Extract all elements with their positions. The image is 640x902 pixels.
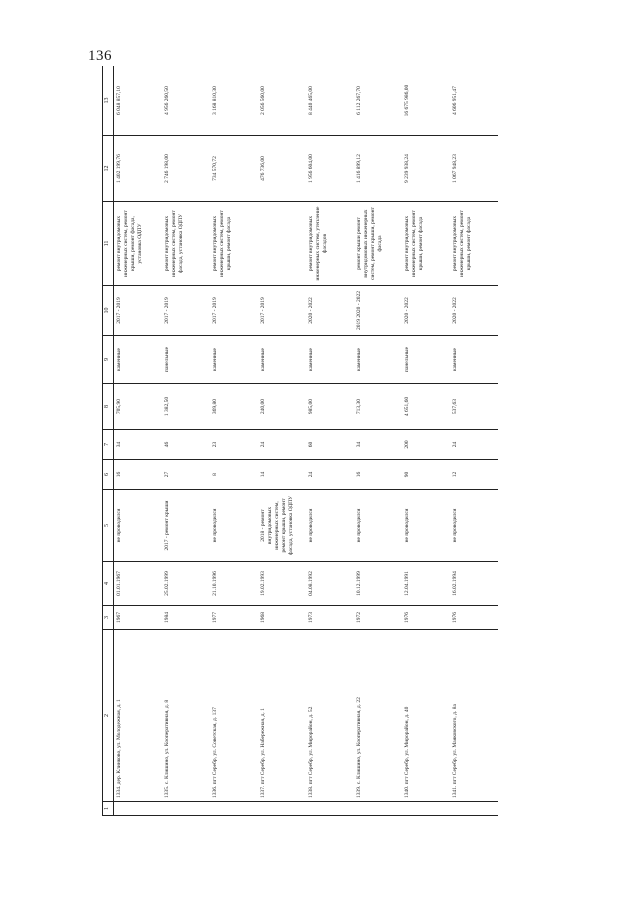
col12-cell: 1 402 199,76	[114, 136, 163, 202]
date-cell: 25.02.1999	[162, 562, 210, 606]
col7-cell: 46	[162, 430, 210, 460]
year-cell: 1976	[402, 606, 450, 630]
col13-cell: 16 675 986,00	[402, 66, 450, 136]
previous-repair-cell: 2018 - ремонт внутридомовых инженерных систем, ремонт крыши, ремонт фасада, установка ОДПУ	[258, 490, 306, 562]
wall-material-cell: каменные	[354, 336, 402, 384]
address-cell: 1336. пгт Серебр, ул. Советская, д. 137	[210, 630, 258, 802]
planned-works-cell: ремонт внутридомовых инженерных систем, ремонт фасада, установка ОДПУ	[162, 202, 210, 286]
table-row	[114, 66, 163, 816]
address-cell: 1334. дер. Клинково, ул. Молодежная, д. 1	[114, 630, 163, 802]
date-cell: 12.04.1991	[402, 562, 450, 606]
col13-cell: 3 168 810,30	[210, 66, 258, 136]
period-cell: 2017 - 2019	[258, 286, 306, 336]
address-cell: 1337. пгт Серебр, ул. Набережная, д. 1	[258, 630, 306, 802]
previous-repair-cell: не проводился	[114, 490, 163, 562]
col13-cell: 4 606 951,47	[450, 66, 498, 136]
previous-repair-cell: не проводился	[210, 490, 258, 562]
table-row	[162, 66, 210, 816]
housing-repair-table	[102, 66, 498, 816]
period-cell: 2017 - 2019	[162, 286, 210, 336]
wall-material-cell: панельные	[162, 336, 210, 384]
address-cell: 1340. пгт Серебр, ул. Мирорайон, д. 40	[402, 630, 450, 802]
rotated-table-container	[102, 66, 532, 816]
previous-repair-cell: не проводился	[354, 490, 402, 562]
planned-works-cell: ремонт крыши ремонт внутридомовых инженерных систем, ремонт крыши, ремонт фасада	[354, 202, 402, 286]
col6-cell: 27	[162, 460, 210, 490]
table-row	[402, 66, 450, 816]
area-cell: 985,00	[306, 384, 354, 430]
row-index-cell	[402, 802, 450, 816]
planned-works-cell: ремонт внутридомовых инженерных систем, ремонт крыши, ремонт фасада	[210, 202, 258, 286]
period-cell: 2017 - 2019	[210, 286, 258, 336]
col12-cell: 1 416 899,12	[354, 136, 402, 202]
previous-repair-cell: 2017 - ремонт крыши	[162, 490, 210, 562]
col7-cell: 24	[450, 430, 498, 460]
column-header: 8	[103, 384, 114, 430]
year-cell: 1973	[306, 606, 354, 630]
row-index-cell	[258, 802, 306, 816]
period-cell: 2020 - 2022	[450, 286, 498, 336]
col6-cell: 16	[354, 460, 402, 490]
col7-cell: 23	[210, 430, 258, 460]
area-cell: 240,00	[258, 384, 306, 430]
col12-cell: 2 746 198,00	[162, 136, 210, 202]
col6-cell: 24	[306, 460, 354, 490]
date-cell: 04.08.1992	[306, 562, 354, 606]
col12-cell: 734 570,72	[210, 136, 258, 202]
col7-cell: 60	[306, 430, 354, 460]
table-row	[210, 66, 258, 816]
column-header: 5	[103, 490, 114, 562]
column-header: 2	[103, 630, 114, 802]
previous-repair-cell: не проводился	[450, 490, 498, 562]
col7-cell: 200	[402, 430, 450, 460]
year-cell: 1968	[258, 606, 306, 630]
address-cell: 1338. пгт Серебр, ул. Мирорайон, д. 52	[306, 630, 354, 802]
year-cell: 1972	[354, 606, 402, 630]
col13-cell: 6 048 857,10	[114, 66, 163, 136]
col12-cell: 1 956 604,00	[306, 136, 354, 202]
planned-works-cell: ремонт внутридомовых инженерных систем, ремонт крыши, ремонт фасада	[450, 202, 498, 286]
row-index-cell	[114, 802, 163, 816]
column-header: 4	[103, 562, 114, 606]
period-cell: 2020 - 2022	[402, 286, 450, 336]
table-row	[354, 66, 402, 816]
page-number: 136	[88, 48, 112, 64]
col7-cell: 24	[258, 430, 306, 460]
year-cell: 1967	[114, 606, 163, 630]
col6-cell: 8	[210, 460, 258, 490]
wall-material-cell: каменные	[258, 336, 306, 384]
area-cell: 705,90	[114, 384, 163, 430]
planned-works-cell: ремонт внутридомовых инженерных систем, ремонт крыши, ремонт фасада	[402, 202, 450, 286]
column-header: 9	[103, 336, 114, 384]
address-cell: 1335. с. Клишино, ул. Кооперативная, д. 8	[162, 630, 210, 802]
year-cell: 1977	[210, 606, 258, 630]
period-cell: 2017 - 2019	[114, 286, 163, 336]
column-header: 11	[103, 202, 114, 286]
col12-cell: 9 239 938,24	[402, 136, 450, 202]
col12-cell: 476 736,00	[258, 136, 306, 202]
col6-cell: 90	[402, 460, 450, 490]
column-header: 1	[103, 802, 114, 816]
table-row	[450, 66, 498, 816]
row-index-cell	[210, 802, 258, 816]
col13-cell: 2 056 560,00	[258, 66, 306, 136]
row-index-cell	[306, 802, 354, 816]
date-cell: 10.12.1999	[354, 562, 402, 606]
wall-material-cell: каменные	[450, 336, 498, 384]
col6-cell: 14	[258, 460, 306, 490]
date-cell: 21.10.1996	[210, 562, 258, 606]
column-header: 12	[103, 136, 114, 202]
area-cell: 4 651,60	[402, 384, 450, 430]
wall-material-cell: каменные	[114, 336, 163, 384]
col12-cell: 1 067 948,23	[450, 136, 498, 202]
year-cell: 1984	[162, 606, 210, 630]
date-cell: 19.02.1993	[258, 562, 306, 606]
date-cell: 01.01.1967	[114, 562, 163, 606]
planned-works-cell: ремонт внутридомовых инженерных систем, утепление фасадов	[306, 202, 354, 286]
row-index-cell	[354, 802, 402, 816]
previous-repair-cell: не проводился	[402, 490, 450, 562]
row-index-cell	[162, 802, 210, 816]
area-cell: 369,80	[210, 384, 258, 430]
table-row	[258, 66, 306, 816]
area-cell: 537,63	[450, 384, 498, 430]
period-cell: 2019 2020 - 2022	[354, 286, 402, 336]
col13-cell: 6 112 267,70	[354, 66, 402, 136]
date-cell: 16.02.1994	[450, 562, 498, 606]
col7-cell: 34	[354, 430, 402, 460]
column-header: 6	[103, 460, 114, 490]
period-cell: 2020 - 2022	[306, 286, 354, 336]
column-header: 10	[103, 286, 114, 336]
column-number-row	[103, 66, 114, 816]
col6-cell: 16	[114, 460, 163, 490]
year-cell: 1976	[450, 606, 498, 630]
col13-cell: 4 956 260,50	[162, 66, 210, 136]
wall-material-cell: каменные	[306, 336, 354, 384]
previous-repair-cell: не проводился	[306, 490, 354, 562]
column-header: 3	[103, 606, 114, 630]
table-row	[306, 66, 354, 816]
column-header: 7	[103, 430, 114, 460]
column-header: 13	[103, 66, 114, 136]
area-cell: 1 382,50	[162, 384, 210, 430]
col6-cell: 12	[450, 460, 498, 490]
col13-cell: 8 440 465,00	[306, 66, 354, 136]
planned-works-cell: ремонт внутридомовых инженерных систем, ремонт крыши, ремонт фасада, установка ОДПУ	[114, 202, 163, 286]
address-cell: 1341. пгт Серебр, ул. Маяковского, д. 8а	[450, 630, 498, 802]
address-cell: 1339. с. Клишино, ул. Кооперативная, д. 22	[354, 630, 402, 802]
planned-works-cell	[258, 202, 306, 286]
wall-material-cell: каменные	[210, 336, 258, 384]
wall-material-cell: панельные	[402, 336, 450, 384]
table-viewport	[102, 66, 532, 816]
col7-cell: 34	[114, 430, 163, 460]
row-index-cell	[450, 802, 498, 816]
area-cell: 713,30	[354, 384, 402, 430]
